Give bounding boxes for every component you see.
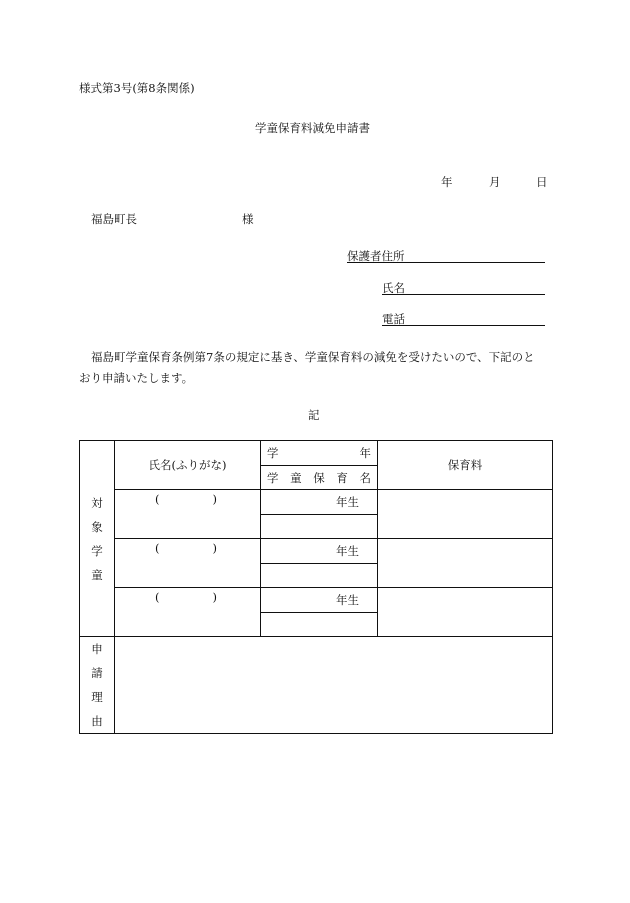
school-header-char: 名	[359, 470, 371, 485]
name-column-header: 氏名(ふりがな)	[115, 441, 261, 490]
application-table	[79, 440, 553, 734]
reason-char: 由	[91, 714, 103, 728]
document-title: 学童保育料減免申請書	[255, 121, 370, 135]
addressee-honorific: 様	[242, 212, 254, 226]
addressee-name: 福島町長	[91, 212, 137, 226]
date-day-label: 日	[536, 175, 548, 189]
children-section-header	[80, 441, 115, 637]
child-3-name-cell[interactable]	[115, 588, 261, 637]
applicant-address-label: 保護者住所	[347, 249, 405, 263]
grade-header-a: 学	[267, 446, 279, 460]
child-3-school-cell[interactable]	[261, 613, 378, 637]
child-2-grade-cell[interactable]	[261, 539, 378, 564]
child-3-fee-cell[interactable]	[378, 588, 553, 637]
date-year-label: 年	[441, 175, 453, 189]
form-number: 様式第3号(第8条関係)	[79, 81, 195, 95]
applicant-name-label: 氏名	[382, 281, 405, 295]
children-char: 童	[91, 567, 103, 582]
school-header-char: 学	[267, 470, 279, 485]
paren-open: (	[155, 541, 160, 555]
applicant-name-field[interactable]	[382, 280, 545, 295]
school-header-char: 保	[313, 470, 325, 485]
grade-suffix: 年生	[336, 495, 359, 509]
child-3-grade-cell[interactable]	[261, 588, 378, 613]
body-line-2: おり申請いたします。	[79, 371, 194, 385]
child-1-name-cell[interactable]	[115, 490, 261, 539]
child-2-name-cell[interactable]	[115, 539, 261, 588]
child-1-fee-cell[interactable]	[378, 490, 553, 539]
ki-label: 記	[308, 408, 320, 422]
children-char: 象	[91, 519, 103, 534]
grade-suffix: 年生	[336, 593, 359, 607]
child-2-fee-cell[interactable]	[378, 539, 553, 588]
paren-close: )	[212, 541, 217, 555]
grade-suffix: 年生	[336, 544, 359, 558]
grade-column-header	[261, 441, 378, 466]
body-line-1: 福島町学童保育条例第7条の規定に基き、学童保育料の減免を受けたいので、下記のと	[91, 350, 535, 364]
child-1-school-cell[interactable]	[261, 515, 378, 539]
reason-section-header	[80, 637, 115, 734]
paren-close: )	[212, 590, 217, 604]
children-char: 学	[91, 543, 103, 558]
reason-field[interactable]	[115, 637, 553, 734]
reason-char: 申	[91, 642, 103, 656]
paren-close: )	[212, 492, 217, 506]
child-1-grade-cell[interactable]	[261, 490, 378, 515]
children-char: 対	[91, 495, 103, 510]
applicant-phone-label: 電話	[382, 312, 405, 326]
school-column-header	[261, 466, 378, 490]
fee-column-header: 保育料	[378, 441, 553, 490]
reason-char: 理	[91, 690, 103, 704]
paren-open: (	[155, 590, 160, 604]
date-month-label: 月	[489, 175, 501, 189]
applicant-address-field[interactable]	[347, 248, 545, 263]
applicant-phone-field[interactable]	[382, 311, 545, 326]
grade-header-b: 年	[359, 446, 371, 460]
school-header-char: 童	[290, 470, 302, 485]
school-header-char: 育	[336, 470, 348, 485]
reason-char: 請	[91, 666, 103, 680]
paren-open: (	[155, 492, 160, 506]
child-2-school-cell[interactable]	[261, 564, 378, 588]
